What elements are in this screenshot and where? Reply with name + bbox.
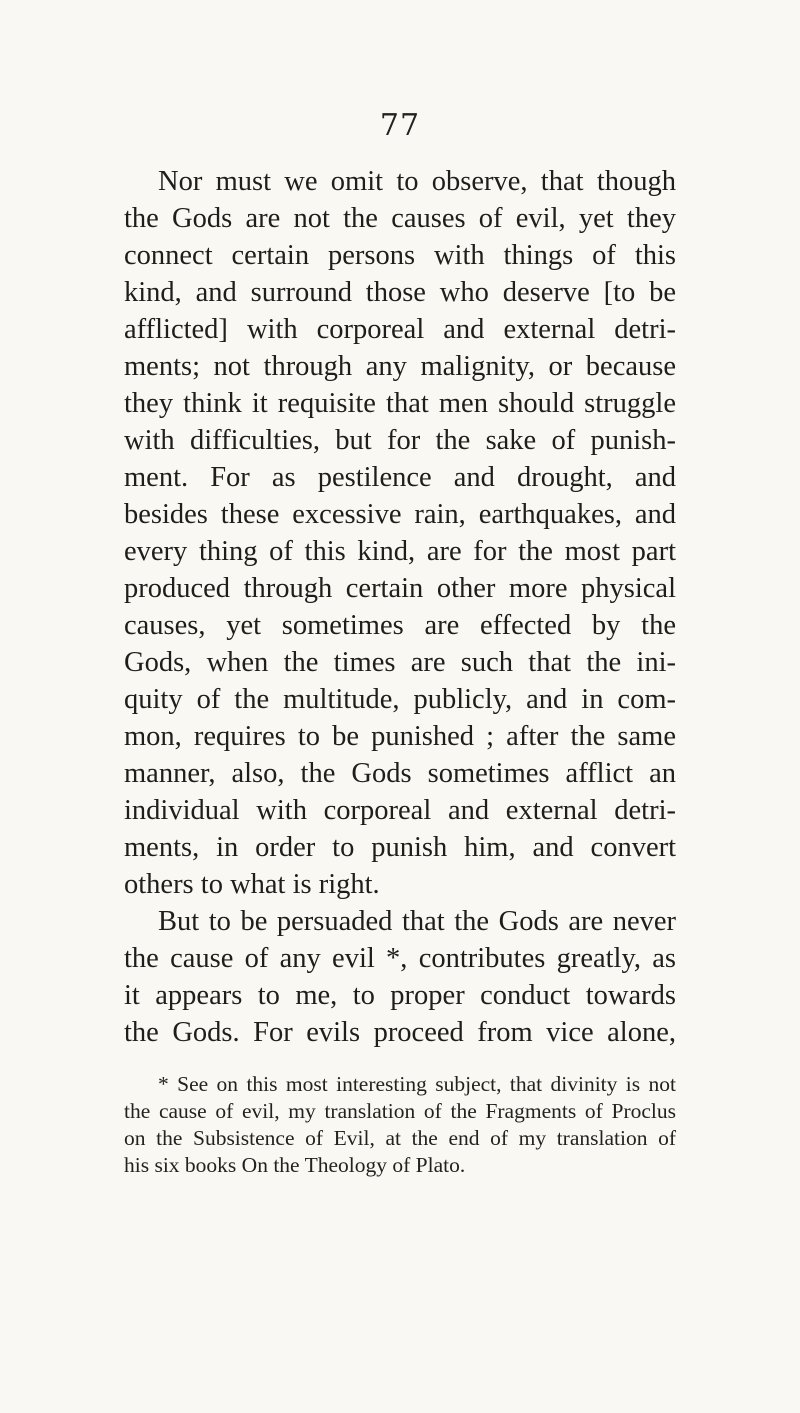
footnote-line: * See on this most interesting subject, that divinity is not [158,1072,676,1096]
text-line: ments; not through any malignity, or because [124,351,676,382]
text-line: besides these excessive rain, earthquakes, and [124,499,676,530]
text-line: connect certain persons with things of this [124,240,676,271]
text-line: ments, in order to punish him, and convert [124,832,676,863]
text-line: the cause of any evil *, contributes greatly, as [124,943,676,974]
text-line: others to what is right. [124,869,380,900]
text-line: individual with corporeal and external detri- [124,795,676,826]
text-line: it appears to me, to proper conduct towards [124,980,676,1011]
text-line: the Gods are not the causes of evil, yet they [124,203,676,234]
text-line: manner, also, the Gods sometimes afflict an [124,758,676,789]
footnote-line: his six books On the Theology of Plato. [124,1153,466,1177]
text-line: Nor must we omit to observe, that though [158,166,676,197]
text-line: the Gods. For evils proceed from vice alone, [124,1017,676,1048]
text-line: But to be persuaded that the Gods are never [158,906,676,937]
text-line: causes, yet sometimes are effected by the [124,610,676,641]
text-line: ment. For as pestilence and drought, and [124,462,676,493]
text-line: afflicted] with corporeal and external detri- [124,314,676,345]
footnote-line: the cause of evil, my translation of the Fragments of Proclus [124,1099,676,1123]
text-line: they think it requisite that men should struggle [124,388,676,419]
text-line: mon, requires to be punished ; after the same [124,721,676,752]
page-number: 77 [379,108,421,143]
text-line: every thing of this kind, are for the most part [124,536,676,567]
text-line: quity of the multitude, publicly, and in com- [124,684,676,715]
text-line: produced through certain other more physical [124,573,676,604]
footnote-line: on the Subsistence of Evil, at the end of my translation of [124,1126,676,1150]
text-line: Gods, when the times are such that the ini- [124,647,676,678]
text-line: kind, and surround those who deserve [to be [124,277,676,308]
text-line: with difficulties, but for the sake of punish- [124,425,676,456]
